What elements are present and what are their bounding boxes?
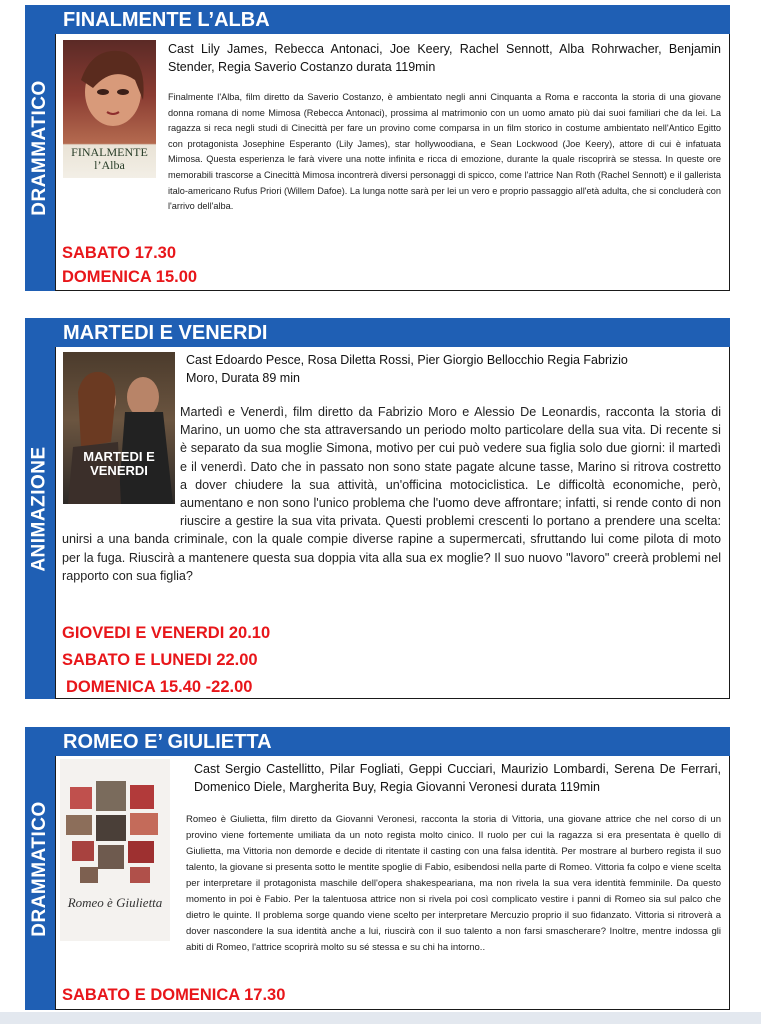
movie-body (55, 34, 730, 291)
showtimes (62, 244, 197, 292)
poster-spacer (62, 403, 180, 525)
movie-poster (63, 40, 156, 178)
showtimes (62, 986, 285, 1010)
showtime: SABATO E LUNEDI 22.00 (62, 651, 258, 669)
cast-credits: Cast Sergio Castellitto, Pilar Fogliati, Geppi Cucciari, Maurizio Lombardi, Serena De Ferrari, Domenico Diele, Margherita Buy, Regia Giovanni Veronesi durata 119min (194, 762, 721, 794)
genre-label-wrap (28, 727, 52, 1010)
synopsis (62, 812, 721, 972)
movie-card (25, 727, 730, 1010)
movie-title: MARTEDI E VENERDI (55, 318, 730, 347)
movie-card (25, 5, 730, 291)
genre-label-wrap (28, 5, 52, 291)
movie-card (25, 318, 730, 699)
genre-label: ANIMAZIONE (29, 445, 51, 572)
showtime: GIOVEDI E VENERDI 20.10 (62, 624, 271, 642)
poster-title: Romeo è Giulietta (67, 895, 163, 910)
showtime: SABATO E DOMENICA 17.30 (62, 986, 286, 1004)
showtime: DOMENICA 15.00 (62, 268, 198, 286)
showtime: DOMENICA 15.40 -22.00 (66, 678, 253, 696)
poster-spacer (62, 812, 186, 972)
synopsis: Finalmente l'Alba, film diretto da Saverio Costanzo, è ambientato negli anni Cinquanta a Roma e racconta la storia di una giovane donna romana di nome Mimosa (Rebecca Antonaci), prossima al matrimonio con un uomo amato più dai suoi familiari che da lei. La ragazza si reca negli studi di Cinecittà per fare un provino come comparsa in un film storico in costume ambientato nell'Antico Egitto con protagonista Josephine Esperanto (Lily James), star hollywoodiana, e Sean Lockwood (Joe Keery), attore di cui è infatuata Mimosa. Questa esperienza le farà vivere una notte infinita e ricca di emozione, durante la quale riscoprirà se stessa. In queste ore memorabili trascorse a Cinecittà Mimosa incontrerà diversi personaggi di spicco, come l'attrice Nan Roth (Rachel Sennott) e il gallerista italo-americano Rufus Priori (Willem Dafoe). La lunga notte sarà per lei un vero e proprio passaggio all'età adulta, che si concluderà con l'arrivo dell'alba. (168, 92, 721, 212)
page-footer-strip (0, 1012, 761, 1024)
poster-title: FINALMENTE l’Alba (71, 145, 148, 172)
poster-title: MARTEDI E VENERDI (83, 449, 155, 478)
synopsis-text: Romeo è Giulietta, film diretto da Giovanni Veronesi, racconta la storia di Vittoria, una giovane attrice che nel corso di un provino viene fortemente umiliata da un noto regista molto cinico. Il ruolo per cui la ragazza si era presentata è quello di Giulietta, ma Vittoria non demorde e decide di ritentate il casting con una falsa identità. Per mostrare al burbero regista il suo talento, la giovane si presenta sotto le mentite spoglie di Fabio, esibendosi nella parte di Romeo. Vittoria fa colpo e viene scelta per interpretare il protagonista maschile dell'opera shakespeariana, ma non rivela la sua vera identità femminile. Da questo momento in poi è Fabio. Per la talentuosa attrice non si rivela poi così complicato vestire i panni di Romeo sia sul palco che dietro le quinte. Il problema sorge quando viene scelto per interpretare Mercuzio proprio il suo fidanzato. Vittoria si ritroverà a dover nascondere la sua identità anche a lui, riuscirà con il suo talento a non farsi smascherare? Inoltre, mentre indossa gli abiti di Romeo, l'attrice scoprirà molto su sé stessa e su chi ha intorno.. (186, 814, 721, 953)
showtime: SABATO 17.30 (62, 244, 177, 262)
movie-body (55, 347, 730, 699)
synopsis-text: Martedì e Venerdì, film diretto da Fabrizio Moro e Alessio De Leonardis, racconta la storia di Marino, un uomo che sta attraversando un periodo molto particolare della sua vita. Di recente si è separato da sua moglie Simona, motivo per cui può vedere sua figlia solo due giorni: il martedì e il venerdì. Dato che in passato non sono state pagate alcune tasse, Marino si ritrova costretto a dover chiudere la sua attività, un'officina motociclistica. Le difficoltà economiche, però, aumentano e non sono l'unico problema che l'uomo deve affrontare; infatti, si rende conto di non riuscire a gestire la sua vita privata. Questi problemi crescenti lo portano a prendere una scelta: unirsi a una banda criminale, con la quale compie diverse rapine a supermercati, sfruttando lui come pilota di moto per la fuga. Riuscirà a mantenere questa sua doppia vita alla sua ex moglie? Il suo nuovo "lavoro" creerà problemi nel rapporto con sua figlia? (62, 405, 721, 583)
genre-label: DRAMMATICO (29, 80, 51, 216)
genre-label: DRAMMATICO (29, 800, 51, 937)
synopsis (62, 403, 721, 585)
movie-title: FINALMENTE L’ALBA (55, 5, 730, 34)
movie-body (55, 756, 730, 1010)
cast-credits: Cast Edoardo Pesce, Rosa Diletta Rossi, Pier Giorgio Bellocchio Regia Fabrizio Moro, Durata 89 min (186, 353, 628, 385)
movie-title: ROMEO E’ GIULIETTA (55, 727, 730, 756)
genre-label-wrap (28, 318, 52, 699)
showtimes (62, 624, 270, 702)
cast-credits: Cast Lily James, Rebecca Antonaci, Joe Keery, Rachel Sennott, Alba Rohrwacher, Benjamin Stender, Regia Saverio Costanzo durata 119min (168, 42, 721, 74)
